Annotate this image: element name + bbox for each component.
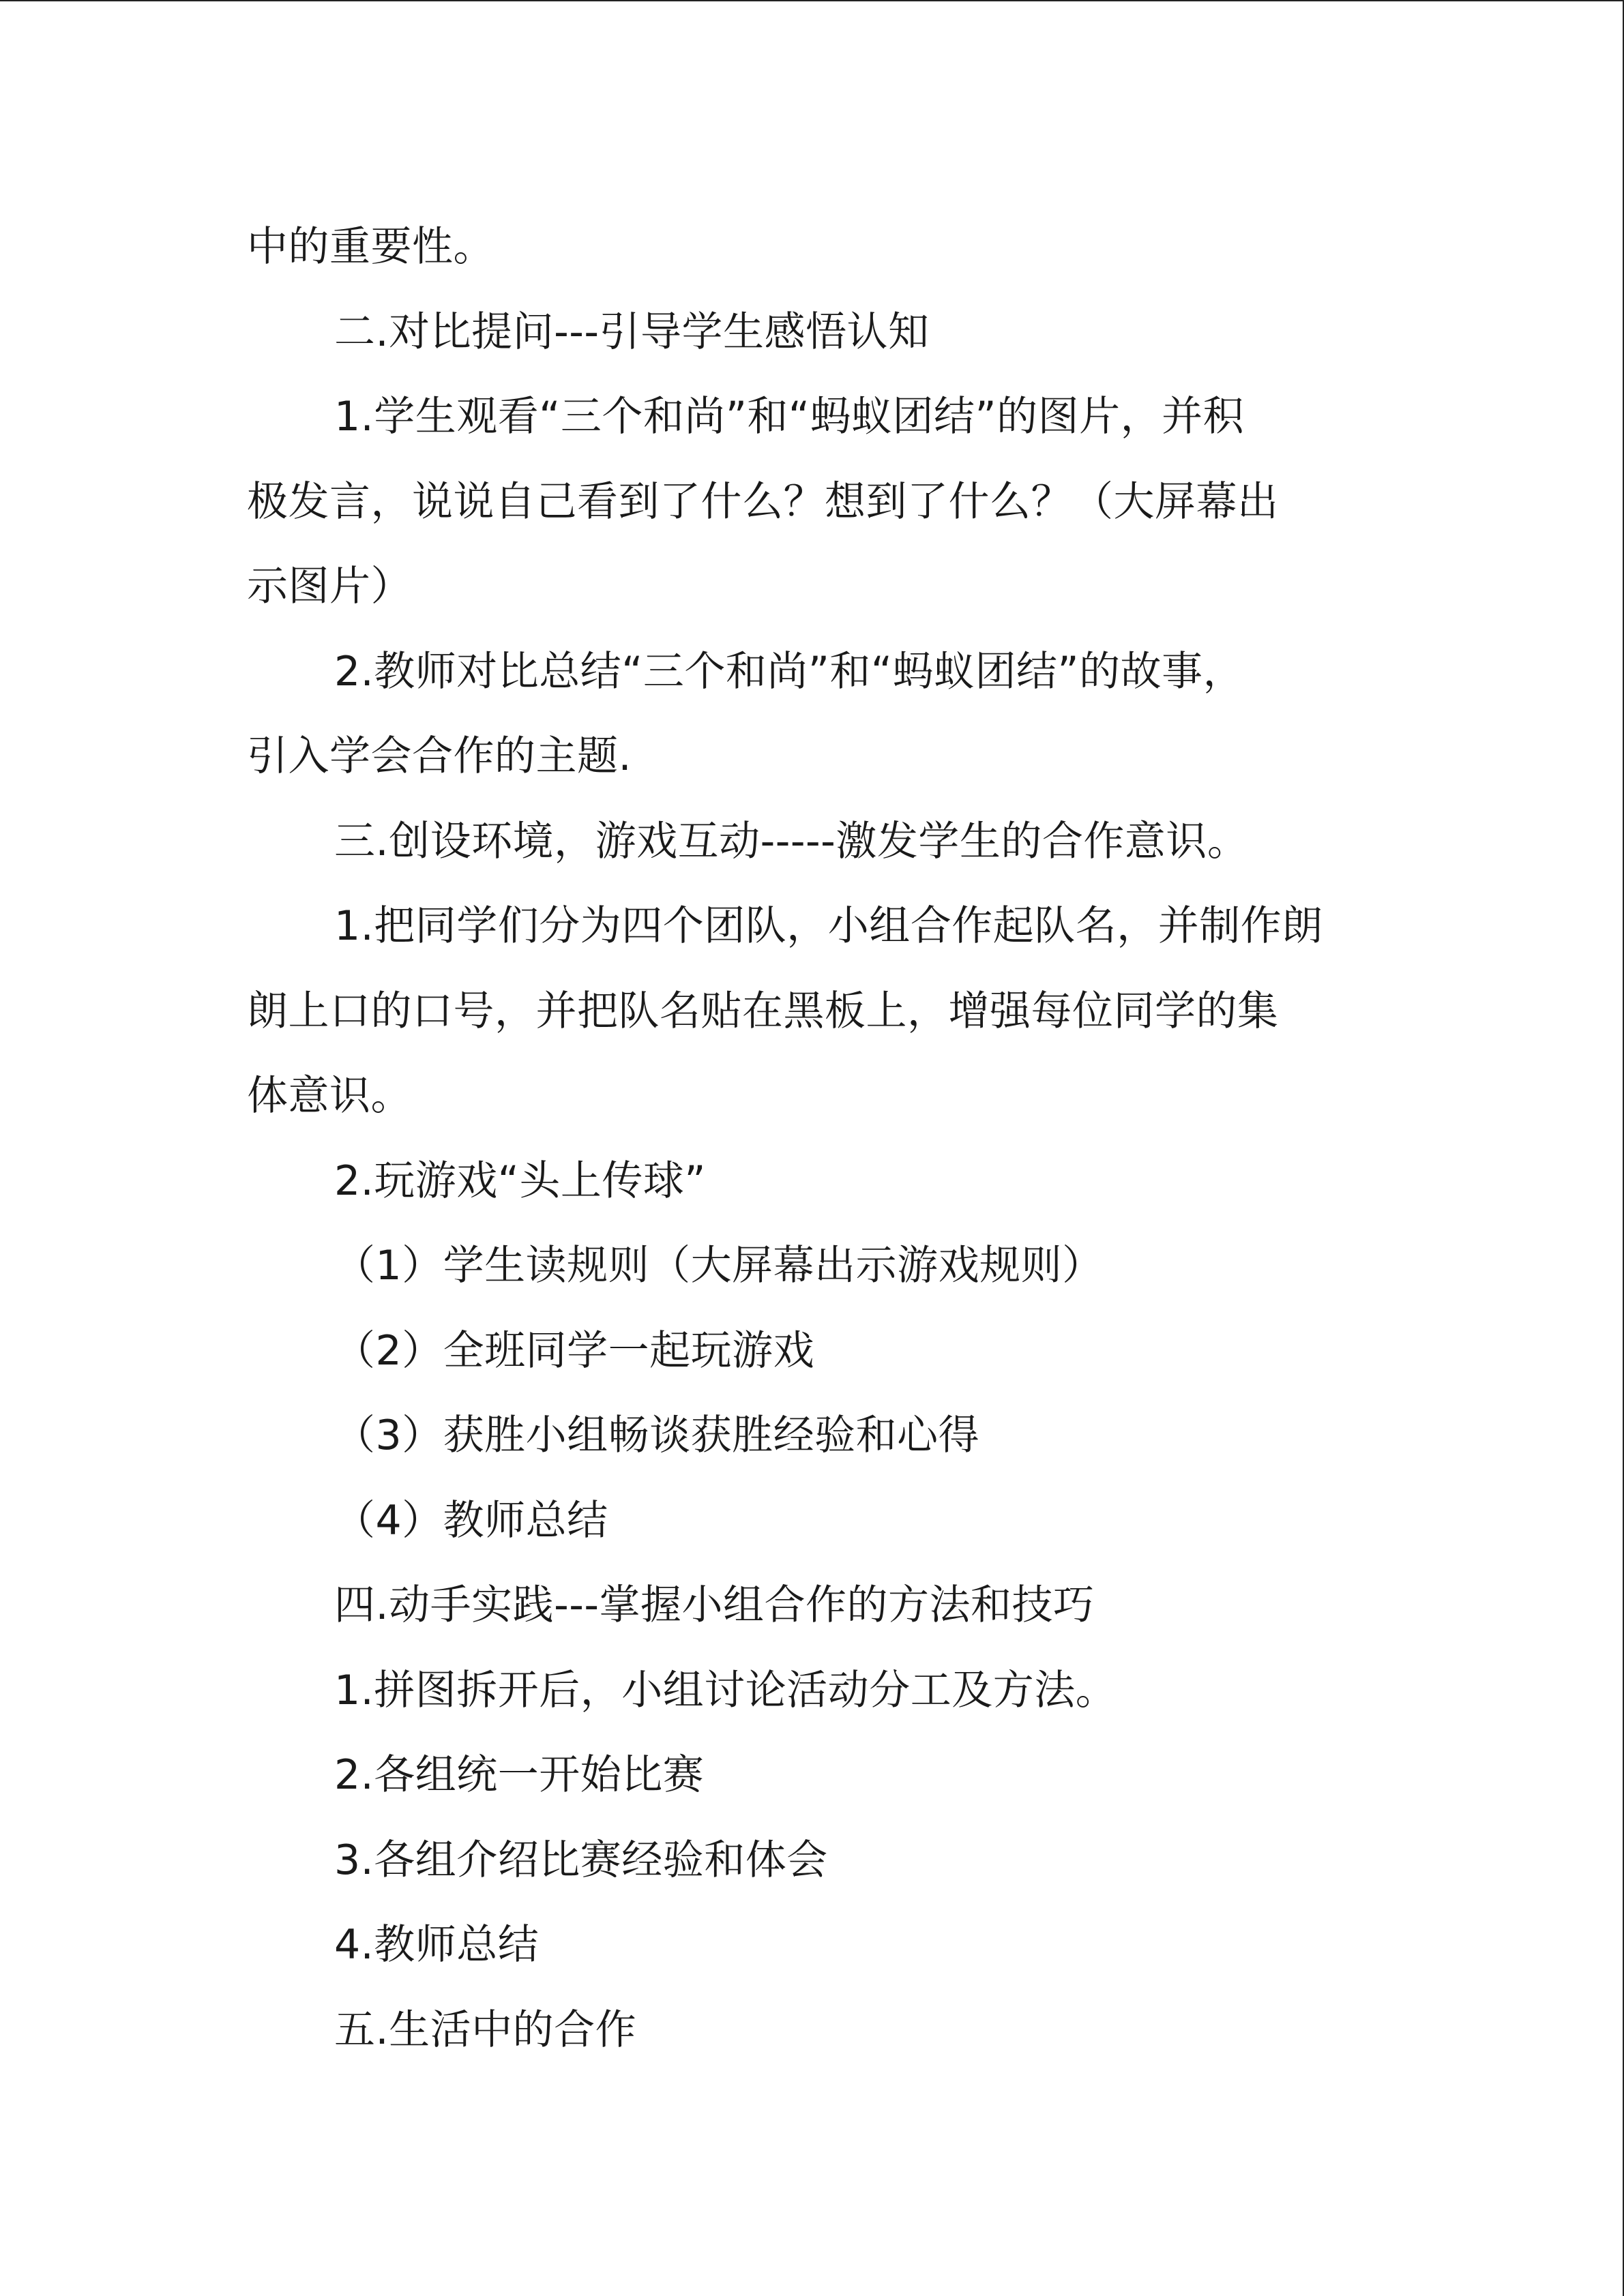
text-line: 2.玩游戏“头上传球” [334,1157,706,1205]
text-line: 3.各组介绍比赛经验和体会 [334,1836,828,1884]
text-line: 中的重要性。 [247,223,494,271]
text-line: 1.学生观看“三个和尚”和“蚂蚁团结”的图片，并积 [334,393,1245,441]
document-body [247,205,1379,2072]
text-line: （2）全班同学一起玩游戏 [334,1326,815,1375]
text-line: 示图片） [247,563,412,610]
text-line: 1.把同学们分为四个团队，小组合作起队名，并制作朗 [334,902,1323,950]
text-line: 引入学会合作的主题. [247,732,632,780]
text-line: （3）获胜小组畅谈获胜经验和心得 [334,1412,980,1459]
text-line: 2.各组统一开始比赛 [334,1751,705,1799]
text-line: 三.创设环境，游戏互动-----激发学生的合作意识。 [334,817,1249,865]
text-line: 四.动手实践---掌握小组合作的方法和技巧 [334,1581,1095,1629]
text-line: 1.拼图拆开后，小组讨论活动分工及方法。 [334,1666,1117,1714]
text-line: （4）教师总结 [334,1496,608,1545]
text-line: 极发言，说说自己看到了什么？想到了什么？（大屏幕出 [247,477,1279,526]
text-line: 4.教师总结 [334,1921,540,1969]
text-line: 体意识。 [247,1072,412,1120]
text-line: 2.教师对比总结“三个和尚”和“蚂蚁团结”的故事， [334,647,1245,696]
text-line: 二.对比提问---引导学生感悟认知 [334,308,930,356]
text-line: 朗上口的口号，并把队名贴在黑板上，增强每位同学的集 [247,987,1279,1035]
text-line: （1）学生读规则（大屏幕出示游戏规则） [334,1242,1104,1289]
text-line: 五.生活中的合作 [334,2006,637,2054]
